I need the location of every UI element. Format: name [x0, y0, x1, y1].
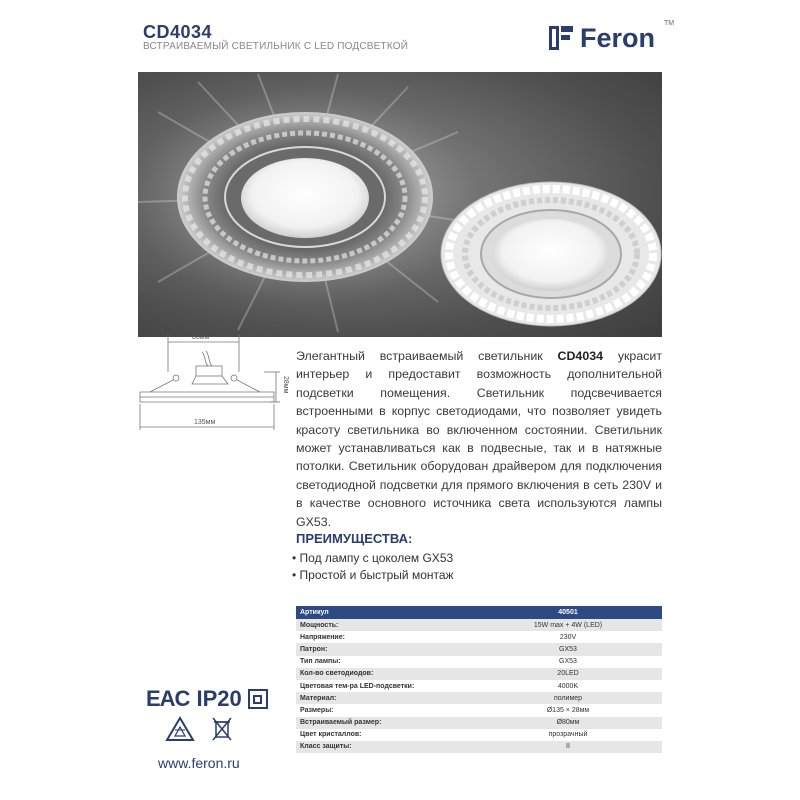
- spec-row: [296, 680, 662, 692]
- certification-marks: [146, 686, 268, 712]
- warning-triangle-icon: [165, 716, 195, 742]
- description-model: CD4034: [557, 349, 603, 363]
- crossed-bin-icon: [211, 716, 233, 742]
- spec-key: Размеры:: [296, 704, 474, 716]
- spec-row: [296, 631, 662, 643]
- spec-key: Цветовая тем-ра LED-подсветки:: [296, 680, 474, 692]
- spec-key: Мощность:: [296, 619, 474, 631]
- spec-key: Кол-во светодиодов:: [296, 668, 474, 680]
- description-lead: Элегантный встраиваемый светильник: [296, 349, 543, 363]
- spec-row: [296, 643, 662, 655]
- advantage-item: • Простой и быстрый монтаж: [292, 567, 454, 584]
- spec-row: [296, 692, 662, 704]
- unlit-fixture-image: [441, 182, 661, 326]
- spec-header-value: 40501: [474, 606, 662, 619]
- dimension-top-label: 80мм: [192, 334, 210, 341]
- spec-value: 20LED: [474, 668, 662, 680]
- product-subtitle: ВСТРАИВАЕМЫЙ СВЕТИЛЬНИК С LED ПОДСВЕТКОЙ: [143, 41, 409, 52]
- description-text: украсит интерьер и предоставит возможность дополнительной подсветки помещения. Светильник подсвечивается встроенными в корпус светодиодами, что позволяет увидеть красоту светильника во включенном состоянии. Светильник может устанавливаться как в подвесные, так и в натяжные потолки. Светильник оборудован драйвером для подключения светодиодной подсветки для прямого включения в сеть 230V и в качестве основного источника света используются лампы GX53.: [296, 349, 663, 529]
- spec-row: [296, 668, 662, 680]
- spec-value: полимер: [474, 692, 662, 704]
- product-description: [296, 347, 662, 531]
- spec-key: Встраиваемый размер:: [296, 717, 474, 729]
- spec-key: Цвет кристаллов:: [296, 729, 474, 741]
- double-insulation-icon: [248, 689, 268, 709]
- brand-logo: [548, 22, 655, 54]
- advantages-list: [292, 550, 454, 584]
- trademark: TM: [664, 20, 675, 27]
- spec-row: [296, 741, 662, 753]
- dimension-height-label: 28мм: [282, 376, 289, 394]
- ip-rating: IP20: [196, 686, 242, 711]
- safety-icons: [165, 716, 233, 742]
- spec-value: GX53: [474, 643, 662, 655]
- spec-value: 230V: [474, 631, 662, 643]
- spec-value: Ø135 × 28мм: [474, 704, 662, 716]
- advantage-item: • Под лампу с цоколем GX53: [292, 550, 454, 567]
- dimension-bottom-label: 135мм: [194, 419, 216, 426]
- spec-key: Напряжение:: [296, 631, 474, 643]
- spec-value: II: [474, 741, 662, 753]
- spec-row: [296, 656, 662, 668]
- website-link[interactable]: www.feron.ru: [158, 755, 240, 771]
- spec-value: прозрачный: [474, 729, 662, 741]
- spec-row: [296, 729, 662, 741]
- brand-name: Feron: [580, 22, 656, 53]
- spec-value: GX53: [474, 656, 662, 668]
- model-title: CD4034: [143, 22, 213, 42]
- spec-row: [296, 619, 662, 631]
- specifications-table: [296, 606, 662, 753]
- dimension-drawing: [132, 328, 290, 436]
- eac-mark: EAC: [146, 686, 190, 711]
- spec-key: Класс защиты:: [296, 741, 474, 753]
- spec-header-row: [296, 606, 662, 619]
- spec-key: Материал:: [296, 692, 474, 704]
- header: [0, 0, 800, 70]
- feron-logo-icon: [548, 24, 574, 52]
- spec-row: [296, 704, 662, 716]
- lit-fixture-image: [138, 74, 480, 332]
- spec-value: 15W max + 4W (LED): [474, 619, 662, 631]
- spec-key: Патрон:: [296, 643, 474, 655]
- spec-value: Ø80мм: [474, 717, 662, 729]
- spec-key: Тип лампы:: [296, 656, 474, 668]
- spec-value: 4000K: [474, 680, 662, 692]
- advantages-title: ПРЕИМУЩЕСТВА:: [296, 531, 413, 546]
- spec-header-key: Артикул: [296, 606, 474, 619]
- spec-row: [296, 717, 662, 729]
- product-photo: [138, 72, 662, 337]
